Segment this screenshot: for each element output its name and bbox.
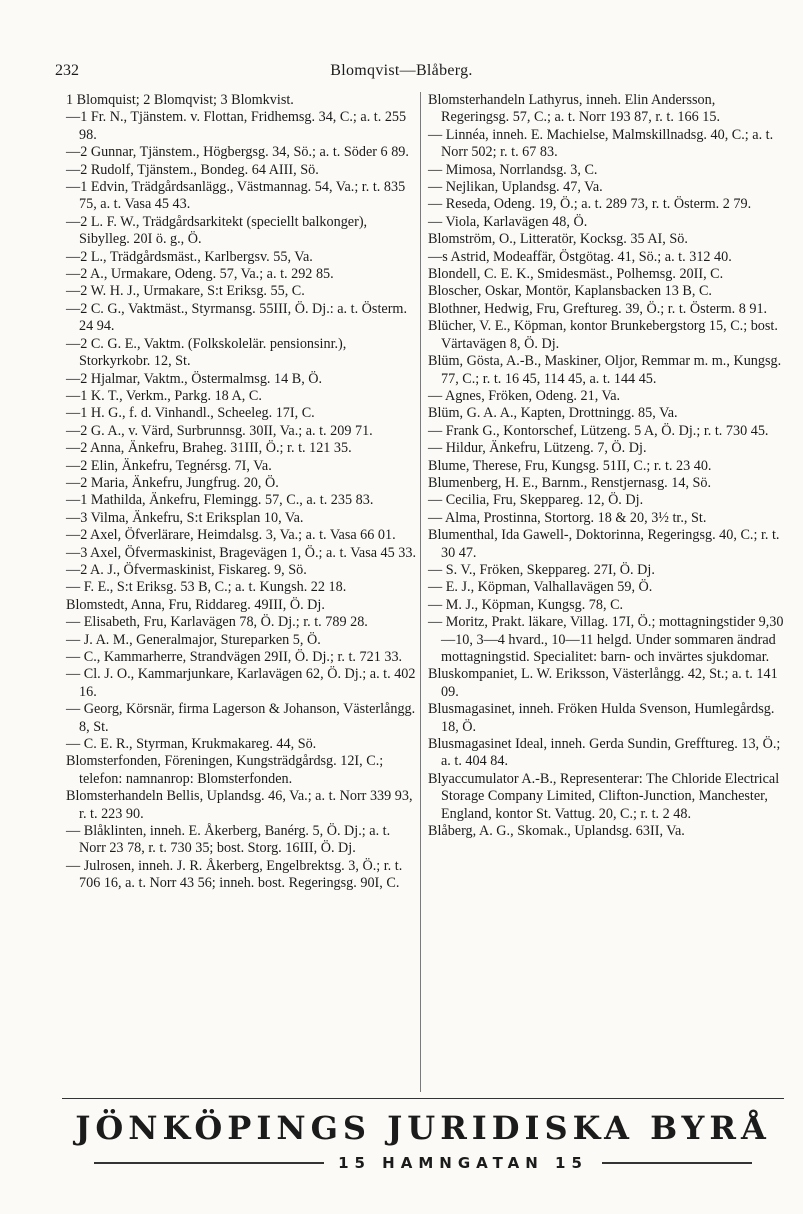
directory-entry: — Blåklinten, inneh. E. Åkerberg, Banérg. 5, Ö. Dj.; a. t. Norr 23 78, r. t. 730 35; bost. Storg. 16III, Ö. Dj. bbox=[66, 823, 391, 857]
directory-entry: — Cecilia, Fru, Skeppareg. 12, Ö. Dj. bbox=[428, 492, 644, 509]
left-column bbox=[66, 92, 418, 893]
directory-entry: —1 K. T., Verkm., Parkg. 18 A, C. bbox=[66, 387, 262, 404]
directory-entry: — Mimosa, Norrlandsg. 3, C. bbox=[428, 161, 598, 178]
directory-entry: Blyaccumulator A.-B., Representerar: The Chloride Electrical Storage Company Limited, Clifton-Junction, Manchester, England, kontor St. Vattug. 20, C.; r. t. 2 48. bbox=[428, 770, 780, 822]
directory-entry: Blomsterhandeln Lathyrus, inneh. Elin Andersson, Regeringsg. 57, C.; a. t. Norr 193 87, r. t. 166 15. bbox=[428, 92, 720, 126]
directory-entry: — J. A. M., Generalmajor, Stureparken 5, Ö. bbox=[66, 631, 321, 648]
directory-entry: —2 Hjalmar, Vaktm., Östermalmsg. 14 B, Ö. bbox=[66, 370, 323, 387]
page-header bbox=[0, 60, 803, 82]
directory-entry: —2 Anna, Änkefru, Braheg. 31III, Ö.; r. t. 121 35. bbox=[66, 440, 352, 457]
footer-rule bbox=[62, 1098, 784, 1099]
directory-entry: Blüm, G. A. A., Kapten, Drottningg. 85, Va. bbox=[428, 405, 678, 422]
advertisement bbox=[62, 1106, 784, 1186]
directory-entry: — Alma, Prostinna, Stortorg. 18 & 20, 3½ tr., St. bbox=[428, 509, 707, 526]
advertisement-title: JÖNKÖPINGS JURIDISKA BYRÅ bbox=[75, 1109, 771, 1147]
directory-entry: —2 Rudolf, Tjänstem., Bondeg. 64 AIII, Sö. bbox=[66, 161, 319, 178]
directory-entry: —2 A., Urmakare, Odeng. 57, Va.; a. t. 292 85. bbox=[66, 266, 334, 283]
directory-entry: — Frank G., Kontorschef, Lützeng. 5 A, Ö. Dj.; r. t. 730 45. bbox=[428, 422, 769, 439]
directory-entry: —2 Axel, Öfverlärare, Heimdalsg. 3, Va.; a. t. Vasa 66 01. bbox=[66, 527, 396, 544]
directory-entry: —1 Mathilda, Änkefru, Flemingg. 57, C., a. t. 235 83. bbox=[66, 492, 374, 509]
directory-entry: —2 A. J., Öfvermaskinist, Fiskareg. 9, Sö. bbox=[66, 561, 307, 578]
directory-entry: —2 C. G. E., Vaktm. (Folkskolelär. pensionsinr.), Storkyrkobr. 12, St. bbox=[66, 335, 347, 370]
directory-entry: — M. J., Köpman, Kungsg. 78, C. bbox=[428, 596, 624, 613]
directory-entry: — F. E., S:t Eriksg. 53 B, C.; a. t. Kungsh. 22 18. bbox=[66, 579, 347, 596]
directory-entry: Bloscher, Oskar, Montör, Kaplansbacken 13 B, C. bbox=[428, 283, 712, 300]
directory-entry: Blusmagasinet, inneh. Fröken Hulda Svenson, Humlegårdsg. 18, Ö. bbox=[428, 701, 775, 735]
advertisement-address: 15 HAMNGATAN 15 bbox=[338, 1154, 588, 1172]
directory-entry: Bluskompaniet, L. W. Eriksson, Västerlångg. 42, St.; a. t. 141 09. bbox=[428, 666, 778, 700]
directory-entry: Blomström, O., Litteratör, Kocksg. 35 AI, Sö. bbox=[428, 231, 688, 248]
directory-entry: —2 Elin, Änkefru, Tegnérsg. 7I, Va. bbox=[66, 457, 272, 474]
directory-entry: —1 H. G., f. d. Vinhandl., Scheeleg. 17I, C. bbox=[66, 405, 315, 422]
directory-entry: —3 Axel, Öfvermaskinist, Bragevägen 1, Ö.; a. t. Vasa 45 33. bbox=[66, 544, 417, 561]
directory-entry: Blumenberg, H. E., Barnm., Renstjernasg. 14, Sö. bbox=[428, 474, 712, 491]
directory-entry: —3 Vilma, Änkefru, S:t Eriksplan 10, Va. bbox=[66, 509, 304, 526]
directory-entry: — Hildur, Änkefru, Lützeng. 7, Ö. Dj. bbox=[428, 440, 647, 457]
directory-entry: — Elisabeth, Fru, Karlavägen 78, Ö. Dj.; r. t. 789 28. bbox=[66, 614, 368, 631]
directory-entry: — Linnéa, inneh. E. Machielse, Malmskillnadsg. 40, C.; a. t. Norr 502; r. t. 67 83. bbox=[428, 126, 774, 161]
running-title: Blomqvist—Blåberg. bbox=[330, 62, 473, 79]
directory-entry: — Georg, Körsnär, firma Lagerson & Johanson, Västerlångg. 8, St. bbox=[66, 701, 416, 735]
directory-entry: — E. J., Köpman, Valhallavägen 59, Ö. bbox=[428, 579, 653, 596]
directory-entry: —2 Maria, Änkefru, Jungfrug. 20, Ö. bbox=[66, 474, 279, 491]
directory-entry: Blothner, Hedwig, Fru, Greftureg. 39, Ö.; r. t. Österm. 8 91. bbox=[428, 300, 768, 317]
directory-entry: — Reseda, Odeng. 19, Ö.; a. t. 289 73, r. t. Österm. 2 79. bbox=[428, 196, 752, 213]
directory-entry: —2 L., Trädgårdsmäst., Karlbergsv. 55, Va. bbox=[66, 248, 313, 265]
directory-entry: Blomstedt, Anna, Fru, Riddareg. 49III, Ö. Dj. bbox=[66, 596, 325, 613]
directory-entry: —2 W. H. J., Urmakare, S:t Eriksg. 55, C. bbox=[66, 283, 305, 300]
directory-entry: Blume, Therese, Fru, Kungsg. 51II, C.; r. t. 23 40. bbox=[428, 457, 712, 474]
directory-entry: — C., Kammarherre, Strandvägen 29II, Ö. Dj.; r. t. 721 33. bbox=[66, 649, 403, 665]
directory-entry: Blåberg, A. G., Skomak., Uplandsg. 63II, Va. bbox=[428, 823, 685, 840]
directory-entry: —s Astrid, Modeaffär, Östgötag. 41, Sö.; a. t. 312 40. bbox=[428, 248, 732, 265]
directory-entry: —1 Fr. N., Tjänstem. v. Flottan, Fridhemsg. 34, C.; a. t. 255 98. bbox=[66, 109, 407, 143]
directory-entry: — Viola, Karlavägen 48, Ö. bbox=[428, 213, 588, 230]
directory-entry: — C. E. R., Styrman, Krukmakareg. 44, Sö. bbox=[66, 736, 317, 753]
directory-entry: — Julrosen, inneh. J. R. Åkerberg, Engelbrektsg. 3, Ö.; r. t. 706 16, a. t. Norr 43 56; inneh. bost. Regeringsg. 90I, C. bbox=[66, 857, 403, 892]
directory-entry: Blücher, V. E., Köpman, kontor Brunkebergstorg 15, C.; bost. Värtavägen 8, Ö. Dj. bbox=[428, 318, 778, 352]
directory-entry: —1 Edvin, Trädgårdsanlägg., Västmannag. 54, Va.; r. t. 835 75, a. t. Vasa 45 43. bbox=[66, 179, 406, 213]
directory-entry: Blomsterhandeln Bellis, Uplandsg. 46, Va.; a. t. Norr 339 93, r. t. 223 90. bbox=[66, 788, 413, 822]
directory-entry: —2 G. A., v. Värd, Surbrunnsg. 30II, Va.; a. t. 209 71. bbox=[66, 422, 373, 439]
directory-entry: Blomsterfonden, Föreningen, Kungsträdgårdsg. 12I, C.; telefon: namnanrop: Blomsterfonden. bbox=[66, 753, 384, 787]
right-column bbox=[428, 92, 784, 840]
directory-entry: Blusmagasinet Ideal, inneh. Gerda Sundin, Grefftureg. 13, Ö.; a. t. 404 84. bbox=[428, 736, 781, 770]
directory-entry: — Moritz, Prakt. läkare, Villag. 17I, Ö.; mottagningstider 9,30—10, 3—4 hvard., 10—11 helgd. Under sommaren ändrad mottagningstid. Specialitet: barn- och invärtes sjukdomar. bbox=[428, 614, 784, 665]
directory-entry: — Cl. J. O., Kammarjunkare, Karlavägen 62, Ö. Dj.; a. t. 402 16. bbox=[66, 666, 416, 700]
directory-entry: — S. V., Fröken, Skeppareg. 27I, Ö. Dj. bbox=[428, 561, 655, 578]
directory-entry: —2 L. F. W., Trädgårdsarkitekt (speciellt balkonger), Sibylleg. 20I ö. g., Ö. bbox=[66, 213, 368, 248]
directory-entry: Blondell, C. E. K., Smidesmäst., Polhemsg. 20II, C. bbox=[428, 266, 724, 283]
directory-entry: —2 Gunnar, Tjänstem., Högbergsg. 34, Sö.; a. t. Söder 6 89. bbox=[66, 144, 409, 161]
advertisement-address-row bbox=[62, 1150, 784, 1176]
column-divider bbox=[420, 92, 421, 1092]
directory-entry: Blumenthal, Ida Gawell-, Doktorinna, Regeringsg. 40, C.; r. t. 30 47. bbox=[428, 527, 780, 561]
directory-entry: Blüm, Gösta, A.-B., Maskiner, Oljor, Remmar m. m., Kungsg. 77, C.; r. t. 16 45, 114 45, a. t. 144 45. bbox=[428, 353, 782, 387]
decorative-rule-left bbox=[94, 1162, 324, 1164]
directory-entry: — Nejlikan, Uplandsg. 47, Va. bbox=[428, 179, 603, 196]
directory-entry: 1 Blomquist; 2 Blomqvist; 3 Blomkvist. bbox=[66, 92, 294, 108]
directory-entry: —2 C. G., Vaktmäst., Styrmansg. 55III, Ö. Dj.: a. t. Österm. 24 94. bbox=[66, 300, 407, 335]
page-number: 232 bbox=[55, 62, 79, 79]
decorative-rule-right bbox=[602, 1162, 752, 1164]
directory-entry: — Agnes, Fröken, Odeng. 21, Va. bbox=[428, 387, 621, 404]
